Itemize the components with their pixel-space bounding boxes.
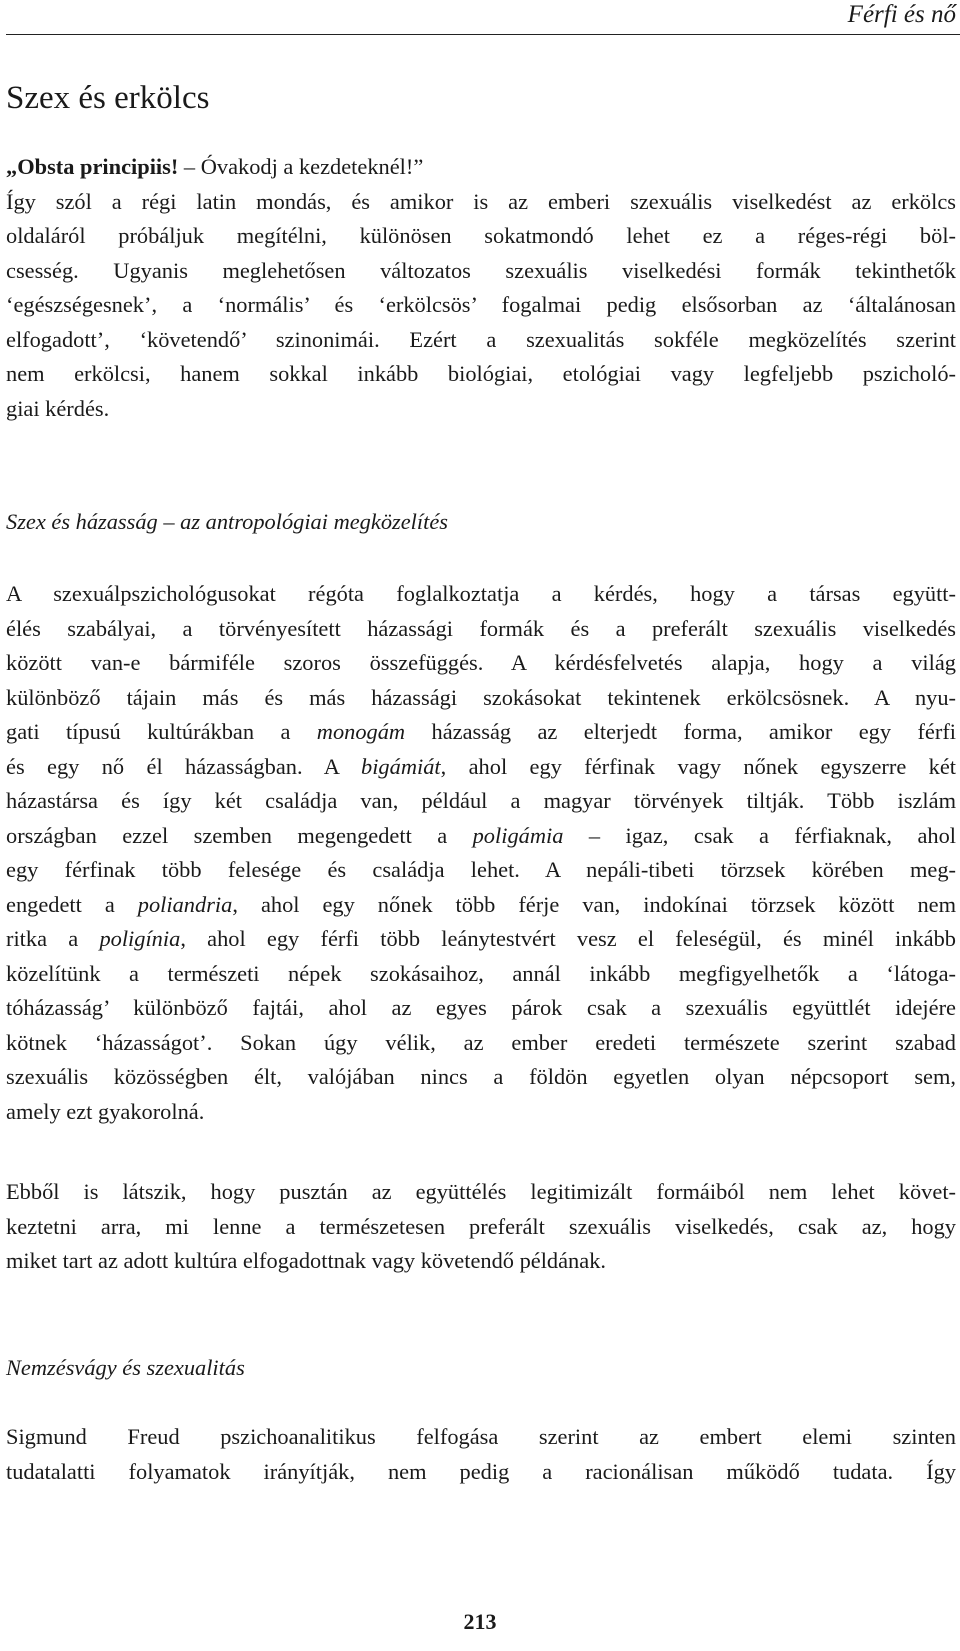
text-line: Sigmund Freud pszichoanalitikus felfogása szerint az embert elemi szinten (6, 1424, 956, 1449)
motto-line (6, 150, 956, 185)
text-line: oldaláról próbáljuk megítélni, különösen sokatmondó lehet ez a réges-régi böl- (6, 223, 956, 248)
term-bigamia: bigámiát (361, 753, 441, 779)
motto-translation: – Óvakodj a kezdeteknél!” (178, 154, 424, 179)
text-fragment: , ahol egy nőnek több férje van, indokínai törzsek között nem (232, 891, 956, 917)
freud-paragraph (6, 1420, 956, 1489)
anthropology-paragraph-2 (6, 1175, 956, 1279)
text-line: miket tart az adott kultúra elfogadottnak vagy követendő példának. (6, 1248, 606, 1273)
text-line (6, 715, 956, 750)
text-line: giai kérdés. (6, 395, 110, 421)
text-line (6, 750, 956, 785)
text-fragment: engedett a (6, 891, 138, 917)
text-line (6, 888, 956, 923)
text-line: között van-e bármiféle szoros összefüggés. A kérdésfelvetés alapja, hogy a világ (6, 650, 956, 675)
text-fragment: gati típusú kultúrákban a (6, 719, 317, 744)
motto-latin: „Obsta principiis! (6, 154, 179, 179)
text-line: különböző tájain más és más házassági szokásokat tekintenek erkölcsösnek. A nyu- (6, 684, 956, 710)
text-line: szexuális közösségben élt, valójában nincs a földön egyetlen olyan népcsoport sem, (6, 1064, 956, 1089)
anthropology-paragraph-1 (6, 577, 956, 1129)
text-fragment: , ahol egy férfinak vagy nőnek egyszerre két (440, 753, 956, 779)
text-line: élés szabályai, a törvényesített házassági formák és a preferált szexuális viselkedés (6, 615, 956, 641)
text-line: házastársa és így két családja van, például a magyar törvények tiltják. Több iszlám (6, 788, 956, 813)
running-head: Férfi és nő (847, 1, 956, 28)
text-line: A szexuálpszichológusokat régóta foglalkoztatja a kérdés, hogy a társas együtt- (6, 581, 956, 606)
header-rule (6, 34, 960, 35)
term-poliandria: poliandria (137, 891, 233, 917)
text-line: Ebből is látszik, hogy pusztán az együttélés legitimizált formáiból nem lehet követ- (6, 1179, 956, 1204)
text-fragment: , ahol egy férfi több leánytestvért vesz el feleségül, és minél inkább (180, 926, 956, 951)
text-line: csesség. Ugyanis meglehetősen változatos szexuális viselkedési formák tekinthetők (6, 257, 956, 283)
text-line: nem erkölcsi, hanem sokkal inkább biológiai, etológiai vagy legfeljebb pszicholó- (6, 361, 956, 386)
text-fragment: ritka a (6, 926, 100, 951)
term-monogam: monogám (316, 719, 406, 744)
section-heading-desire: Nemzésvágy és szexualitás (6, 1355, 245, 1380)
text-fragment: országban ezzel szemben megengedett a (6, 822, 473, 848)
term-poliginia: poligínia (99, 926, 181, 951)
text-line: Így szól a régi latin mondás, és amikor is az emberi szexuális viselkedést az erkölcs (6, 188, 956, 214)
text-line: kötnek ‘házasságot’. Sokan úgy vélik, az ember eredeti természete szerint szabad (6, 1029, 956, 1055)
text-line: tóházasság’ különböző fajtái, ahol az egyes párok csak a szexuális együttlét idejére (6, 995, 956, 1020)
text-line: közelítünk a természeti népek szokásaihoz, annál inkább megfigyelhetők a ‘látoga- (6, 960, 956, 986)
text-line: egy férfinak több felesége és családja lehet. A nepáli-tibeti törzsek körében meg- (6, 857, 956, 882)
text-line (6, 922, 956, 957)
chapter-title: Szex és erkölcs (6, 80, 210, 116)
intro-paragraph (6, 150, 956, 426)
text-line (6, 819, 956, 854)
page-number: 213 (463, 1609, 497, 1634)
text-line: tudatalatti folyamatok irányítják, nem pedig a racionálisan működő tudata. Így (6, 1458, 956, 1484)
section-heading-anthropology: Szex és házasság – az antropológiai megközelítés (6, 509, 448, 534)
text-fragment: és egy nő él házasságban. A (6, 753, 362, 779)
text-line: keztetni arra, mi lenne a természetesen preferált szexuális viselkedés, csak az, hogy (6, 1213, 956, 1239)
text-line: ‘egészségesnek’, a ‘normális’ és ‘erkölcsös’ fogalmai pedig elsősorban az ‘általánosan (6, 292, 956, 317)
text-fragment: házasság az elterjedt forma, amikor egy férfi (405, 719, 956, 744)
text-line: elfogadott’, ‘követendő’ szinonimái. Ezért a szexualitás sokféle megközelítés szerint (6, 326, 956, 352)
term-poligamia: poligámia (472, 822, 564, 848)
text-line: amely ezt gyakorolná. (6, 1098, 205, 1124)
text-fragment: – igaz, csak a férfiaknak, ahol (563, 822, 957, 848)
